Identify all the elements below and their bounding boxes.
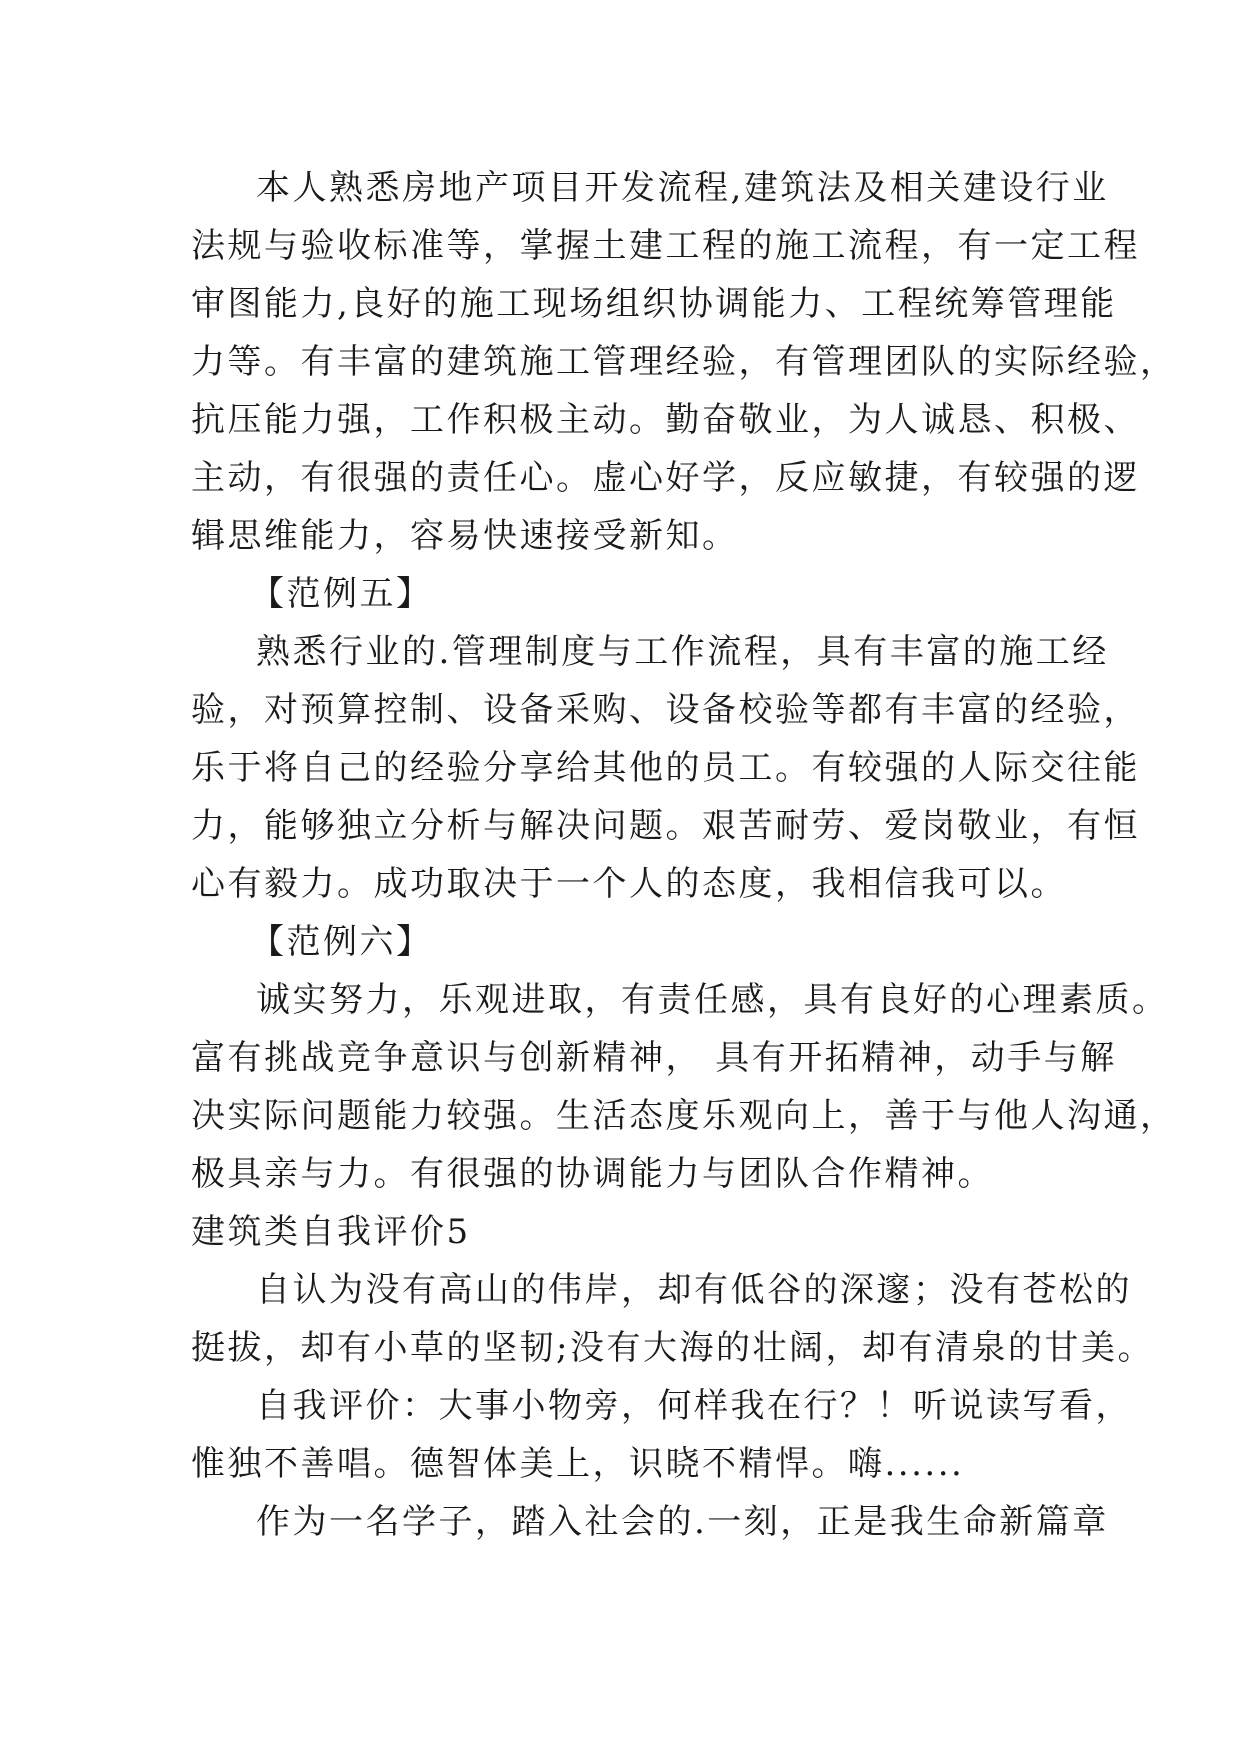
paragraph-line: 惟独不善唱。德智体美上，识晓不精悍。嗨......	[191, 1444, 965, 1484]
paragraph-line: 法规与验收标准等，掌握土建工程的施工流程，有一定工程	[191, 226, 1140, 266]
paragraph-line: 心有毅力。成功取决于一个人的态度，我相信我可以。	[191, 864, 1067, 904]
paragraph-line: 本人熟悉房地产项目开发流程,建筑法及相关建设行业	[256, 168, 1109, 208]
paragraph-line: 自认为没有高山的伟岸，却有低谷的深邃；没有苍松的	[256, 1270, 1132, 1310]
paragraph-line: 辑思维能力，容易快速接受新知。	[191, 516, 739, 556]
paragraph-line: 力等。有丰富的建筑施工管理经验，有管理团队的实际经验，	[191, 342, 1177, 382]
paragraph-line: 验，对预算控制、设备采购、设备校验等都有丰富的经验，	[191, 690, 1140, 730]
section-heading: 【范例六】	[250, 922, 433, 962]
article-title: 建筑类自我评价5	[191, 1212, 471, 1252]
section-heading: 【范例五】	[250, 574, 433, 614]
paragraph-line: 作为一名学子，踏入社会的.一刻，正是我生命新篇章	[256, 1502, 1109, 1542]
paragraph-line: 决实际问题能力较强。生活态度乐观向上，善于与他人沟通，	[191, 1096, 1177, 1136]
paragraph-line: 富有挑战竞争意识与创新精神， 具有开拓精神，动手与解	[191, 1038, 1117, 1078]
paragraph-line: 主动，有很强的责任心。虚心好学，反应敏捷，有较强的逻	[191, 458, 1140, 498]
paragraph-line: 力，能够独立分析与解决问题。艰苦耐劳、爱岗敬业，有恒	[191, 806, 1140, 846]
paragraph-line: 自我评价：大事小物旁，何样我在行？！听说读写看，	[256, 1386, 1132, 1426]
paragraph-line: 审图能力,良好的施工现场组织协调能力、工程统筹管理能	[191, 284, 1117, 324]
paragraph-line: 极具亲与力。有很强的协调能力与团队合作精神。	[191, 1154, 994, 1194]
paragraph-line: 挺拔，却有小草的坚韧;没有大海的壮阔，却有清泉的甘美。	[191, 1328, 1154, 1368]
paragraph-line: 抗压能力强，工作积极主动。勤奋敬业，为人诚恳、积极、	[191, 400, 1140, 440]
paragraph-line: 熟悉行业的.管理制度与工作流程，具有丰富的施工经	[256, 632, 1109, 672]
paragraph-line: 诚实努力，乐观进取，有责任感，具有良好的心理素质。	[256, 980, 1169, 1020]
paragraph-line: 乐于将自己的经验分享给其他的员工。有较强的人际交往能	[191, 748, 1140, 788]
